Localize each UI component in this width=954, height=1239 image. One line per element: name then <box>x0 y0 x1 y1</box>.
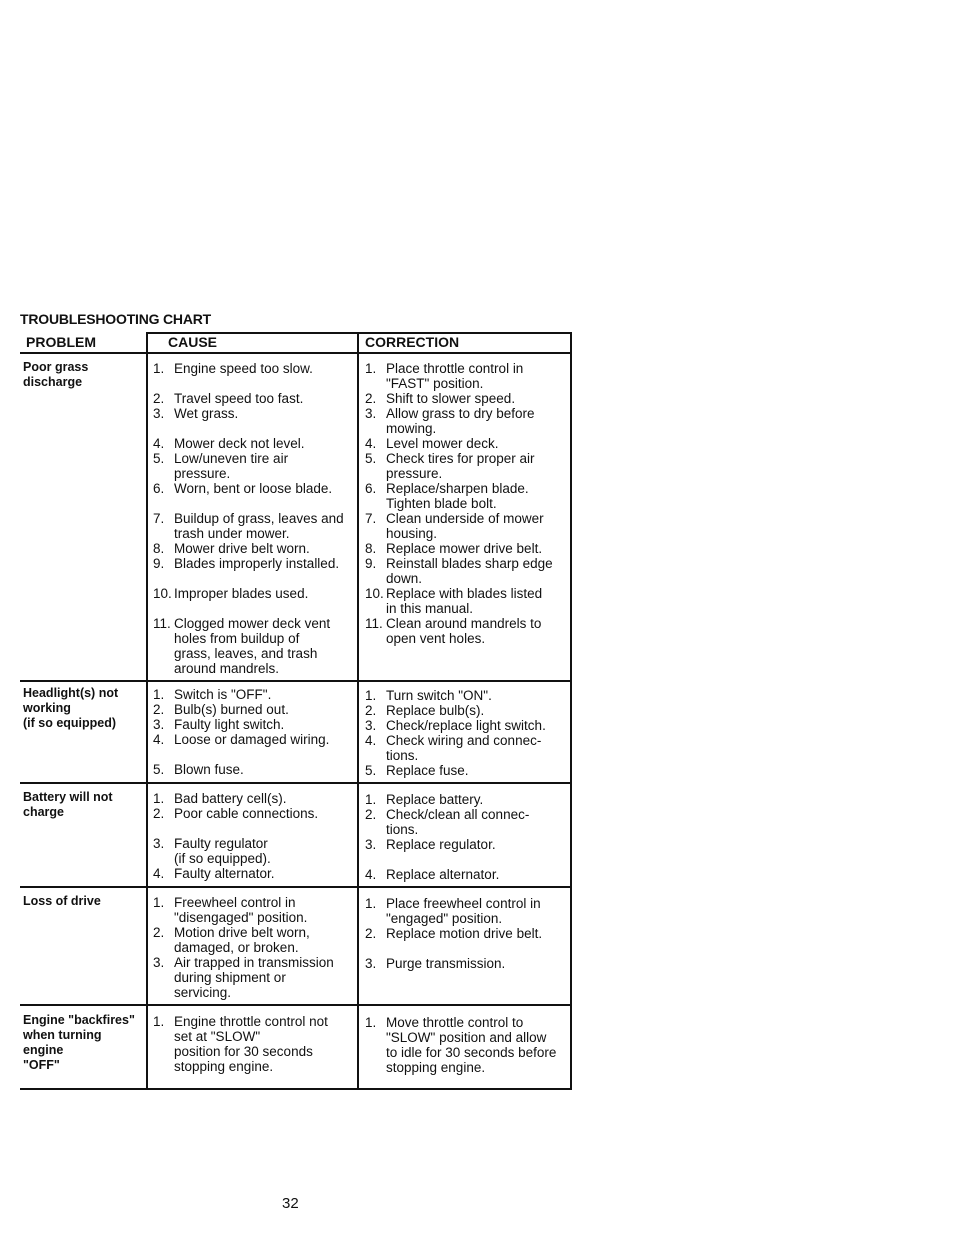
cause-item: 4. Faulty alternator. <box>153 866 275 881</box>
correction-item: 1. Place freewheel control in "engaged" position. <box>365 896 541 926</box>
problem-engine-backfires: Engine "backfires" when turning engine "OFF" <box>23 1013 135 1072</box>
corrections-row-4 <box>365 896 542 971</box>
cause-item: 2. Bulb(s) burned out. <box>153 702 289 717</box>
causes-row-3 <box>153 791 318 881</box>
correction-item: 3. Replace regulator. <box>365 837 496 852</box>
correction-item: 3. Check/replace light switch. <box>365 718 546 733</box>
cause-item: 1. Engine throttle control not set at "SLOW" position for 30 seconds stopping engine. <box>153 1014 328 1074</box>
correction-item: 5. Replace fuse. <box>365 763 469 778</box>
header-top-rule <box>146 332 571 334</box>
cause-item: 1. Bad battery cell(s). <box>153 791 287 806</box>
problem-poor-grass-discharge: Poor grass discharge <box>23 360 89 389</box>
cause-item: 4. Loose or damaged wiring. <box>153 732 330 747</box>
cause-item: 8. Mower drive belt worn. <box>153 541 310 556</box>
correction-item: 3. Purge transmission. <box>365 956 506 971</box>
header-correction: CORRECTION <box>365 334 460 350</box>
correction-item: 2. Check/clean all connec- tions. <box>365 807 530 837</box>
cause-item: 7. Buildup of grass, leaves and trash under mower. <box>153 511 344 541</box>
correction-item: 3. Allow grass to dry before mowing. <box>365 406 535 436</box>
cause-item: 1. Switch is "OFF". <box>153 687 272 702</box>
correction-item: 4. Level mower deck. <box>365 436 499 451</box>
row-divider-1 <box>20 680 570 682</box>
correction-item: 2. Replace bulb(s). <box>365 703 485 718</box>
causes-row-4 <box>153 895 334 1000</box>
cause-item: 2. Poor cable connections. <box>153 806 319 821</box>
cause-item: 5. Low/uneven tire air pressure. <box>153 451 289 481</box>
cause-item: 4. Mower deck not level. <box>153 436 305 451</box>
problem-battery-will-not-charge: Battery will not charge <box>23 790 113 819</box>
row-divider-2 <box>20 782 570 784</box>
problem-loss-of-drive: Loss of drive <box>23 894 101 908</box>
corrections-row-3 <box>365 792 529 882</box>
cause-item: 3. Air trapped in transmission during shipment or servicing. <box>153 955 334 1000</box>
troubleshooting-table <box>20 332 572 1092</box>
table-right-border <box>570 332 572 1090</box>
corrections-row-1 <box>365 361 553 646</box>
header-cause: CAUSE <box>168 334 218 350</box>
cause-item: 3. Faulty light switch. <box>153 717 285 732</box>
corrections-row-2 <box>365 688 546 778</box>
cause-item: 3. Faulty regulator (if so equipped). <box>153 836 271 866</box>
cause-item: 10. Improper blades used. <box>153 586 309 601</box>
causes-row-5 <box>153 1014 328 1074</box>
page-number: 32 <box>282 1195 299 1212</box>
cause-item: 5. Blown fuse. <box>153 762 244 777</box>
divider-cause-correction <box>357 332 359 1088</box>
header-problem: PROBLEM <box>26 334 96 350</box>
cause-item: 1. Engine speed too slow. <box>153 361 313 376</box>
cause-item: 3. Wet grass. <box>153 406 239 421</box>
correction-item: 11. Clean around mandrels to open vent holes. <box>365 616 542 646</box>
cause-item: 6. Worn, bent or loose blade. <box>153 481 333 496</box>
problem-headlights-not-working: Headlight(s) not working (if so equipped) <box>23 686 119 730</box>
correction-item: 1. Place throttle control in "FAST" position. <box>365 361 524 391</box>
chart-title: TROUBLESHOOTING CHART <box>20 311 212 327</box>
correction-item: 5. Check tires for proper air pressure. <box>365 451 535 481</box>
correction-item: 10. Replace with blades listed in this manual. <box>365 586 543 616</box>
correction-item: 1. Move throttle control to "SLOW" position and allow to idle for 30 seconds before stopping engine. <box>365 1015 557 1075</box>
cause-item: 9. Blades improperly installed. <box>153 556 340 571</box>
cause-item: 11. Clogged mower deck vent holes from buildup of grass, leaves, and trash around mandrels. <box>153 616 331 676</box>
cause-item: 1. Freewheel control in "disengaged" position. <box>153 895 308 925</box>
table-bottom-rule <box>20 1088 572 1090</box>
cause-item: 2. Travel speed too fast. <box>153 391 304 406</box>
correction-item: 2. Replace motion drive belt. <box>365 926 543 941</box>
corrections-row-5 <box>365 1015 556 1075</box>
causes-row-1 <box>153 361 344 676</box>
correction-item: 7. Clean underside of mower housing. <box>365 511 544 541</box>
causes-row-2 <box>153 687 329 777</box>
correction-item: 6. Replace/sharpen blade. Tighten blade bolt. <box>365 481 529 511</box>
correction-item: 2. Shift to slower speed. <box>365 391 516 406</box>
cause-item: 2. Motion drive belt worn, damaged, or broken. <box>153 925 310 955</box>
correction-item: 4. Replace alternator. <box>365 867 500 882</box>
row-divider-4 <box>20 1004 570 1006</box>
correction-item: 9. Reinstall blades sharp edge down. <box>365 556 553 586</box>
correction-item: 8. Replace mower drive belt. <box>365 541 543 556</box>
row-divider-3 <box>20 886 570 888</box>
header-bottom-rule <box>20 352 571 354</box>
correction-item: 4. Check wiring and connec- tions. <box>365 733 542 763</box>
correction-item: 1. Replace battery. <box>365 792 484 807</box>
correction-item: 1. Turn switch "ON". <box>365 688 492 703</box>
